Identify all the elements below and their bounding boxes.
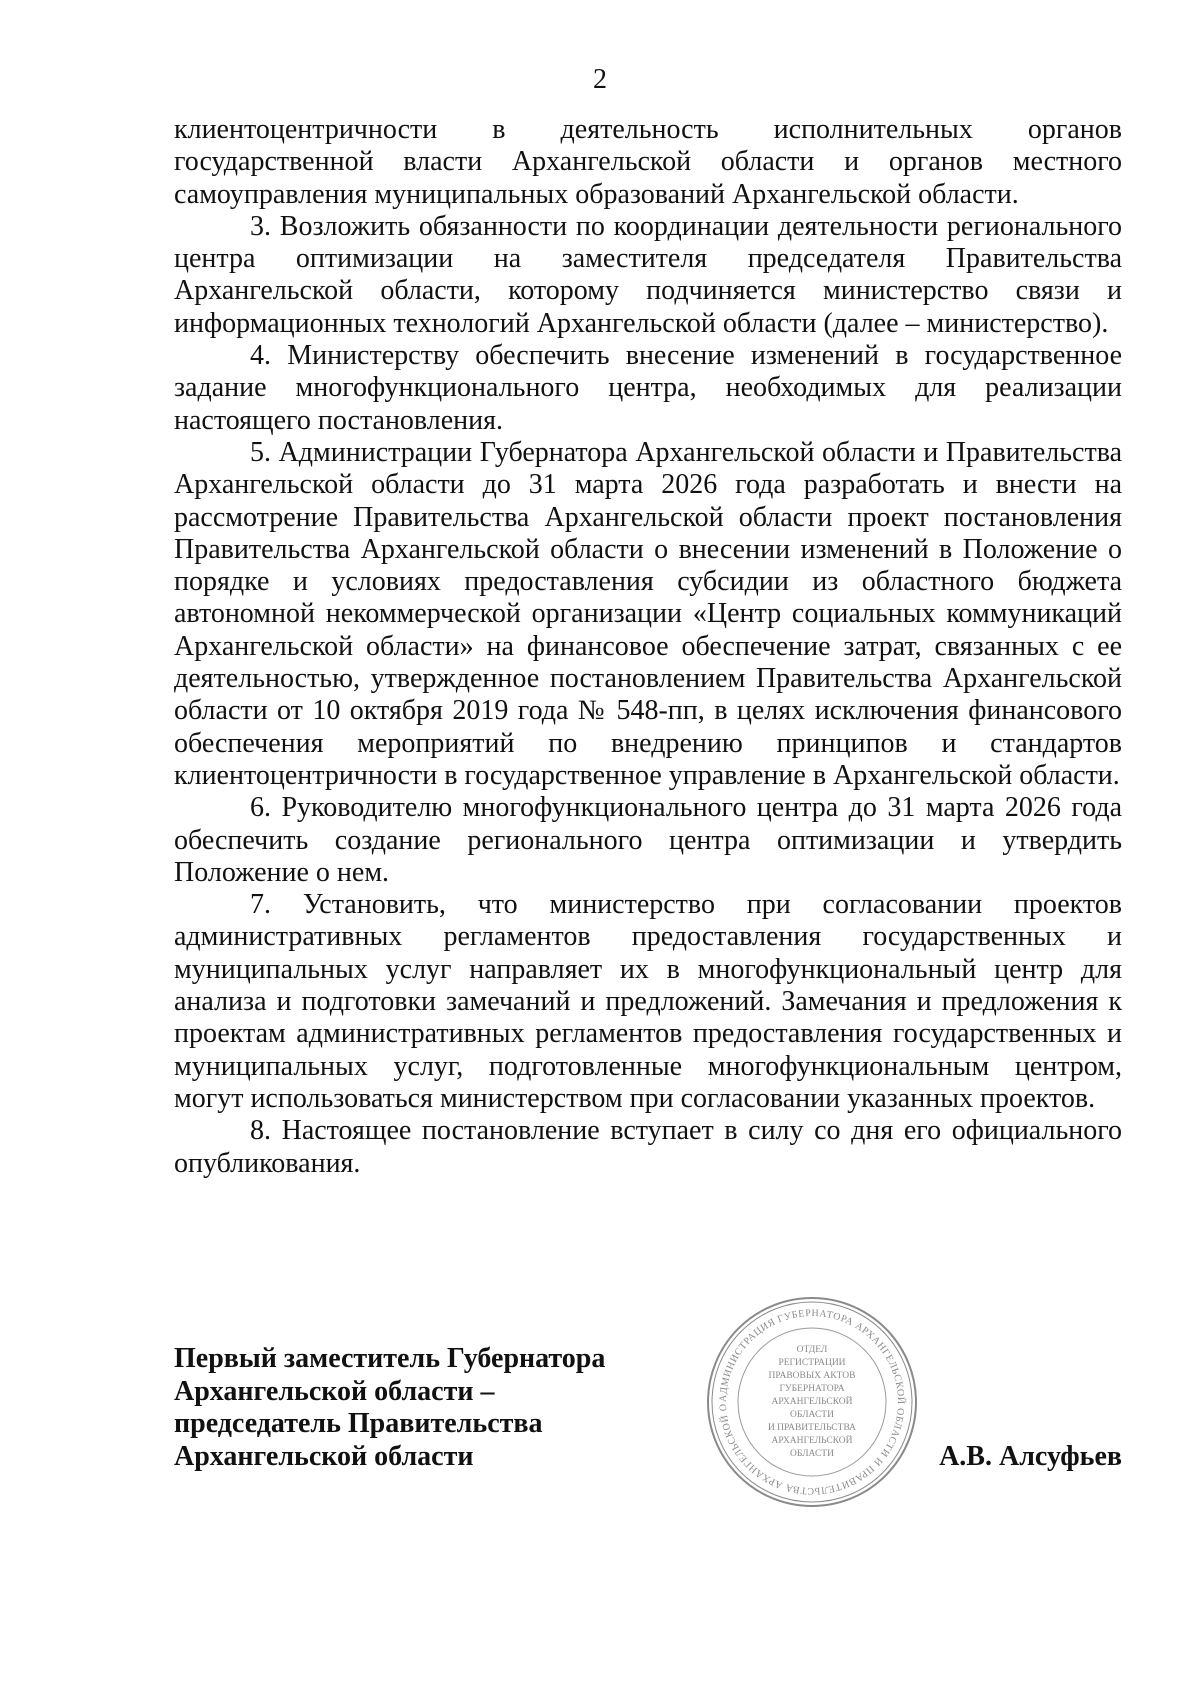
paragraph-3: 3. Возложить обязанности по координации деятельности регионального центра оптимизации на заместителя председателя Правительства Архангельской области, которому подчиняется министерство связи и информационных технологий Архангельской области (далее – министерство). bbox=[174, 210, 1122, 339]
signer-title-line: Первый заместитель Губернатора bbox=[174, 1343, 606, 1374]
paragraph-5: 5. Администрации Губернатора Архангельской области и Правительства Архангельской области до 31 марта 2026 года разработать и внести на рассмотрение Правительства Архангельской области проект постановления Правительства Архангельской области о внесении изменений в Положение о порядке и условиях предоставления субсидии из областного бюджета автономной некоммерческой организации «Центр социальных коммуникаций Архангельской области» на финансовое обеспечение затрат, связанных с ее деятельностью, утвержденное постановлением Правительства Архангельской области от 10 октября 2019 года № 548-пп, в целях исключения финансового обеспечения мероприятий по внедрению принципов и стандартов клиентоцентричности в государственное управление в Архангельской области. bbox=[174, 436, 1122, 791]
seal-line: АРХАНГЕЛЬСКОЙ bbox=[771, 1436, 853, 1446]
seal-line: ГУБЕРНАТОРА bbox=[779, 1384, 845, 1394]
document-body bbox=[174, 114, 1122, 1180]
paragraph-4: 4. Министерству обеспечить внесение изменений в государственное задание многофункционального центра, необходимых для реализации настоящего постановления. bbox=[174, 340, 1122, 436]
seal-ring-text: АДМИНИСТРАЦИЯ ГУБЕРНАТОРА АРХАНГЕЛЬСКОЙ ОБЛАСТИ И ПРАВИТЕЛЬСТВА АРХАНГЕЛЬСКОЙ О bbox=[717, 1307, 907, 1497]
paragraph-8: 8. Настоящее постановление вступает в силу со дня его официального опубликования. bbox=[174, 1115, 1122, 1179]
paragraph-7: 7. Установить, что министерство при согласовании проектов административных регламентов предоставления государственных и муниципальных услуг направляет их в многофункциональный центр для анализа и подготовки замечаний и предложений. Замечания и предложения к проектам административных регламентов предоставления государственных и муниципальных услуг, подготовленные многофункциональным центром, могут использоваться министерством при согласовании указанных проектов. bbox=[174, 889, 1122, 1114]
signer-title-line: Архангельской области bbox=[174, 1440, 474, 1472]
signer-name: А.В. Алсуфьев bbox=[939, 1441, 1122, 1472]
seal-line: ОТДЕЛ bbox=[796, 1345, 828, 1355]
paragraph-continuation: клиентоцентричности в деятельность исполнительных органов государственной власти Архангельской области и органов местного самоуправления муниципальных образований Архангельской области. bbox=[174, 114, 1122, 210]
signer-title-line: Архангельской области – bbox=[174, 1375, 495, 1407]
seal-line: АРХАНГЕЛЬСКОЙ bbox=[771, 1397, 853, 1407]
seal-line: ОБЛАСТИ bbox=[790, 1410, 834, 1420]
seal-line: ПРАВОВЫХ АКТОВ bbox=[768, 1371, 856, 1381]
page-number: 2 bbox=[593, 64, 607, 95]
paragraph-6: 6. Руководителю многофункционального центра до 31 марта 2026 года обеспечить создание регионального центра оптимизации и утвердить Положение о нем. bbox=[174, 792, 1122, 888]
seal-line: И ПРАВИТЕЛЬСТВА bbox=[767, 1423, 857, 1433]
signer-title-line: председатель Правительства bbox=[174, 1408, 543, 1439]
seal-line: РЕГИСТРАЦИИ bbox=[778, 1358, 846, 1368]
official-seal-icon bbox=[705, 1295, 919, 1509]
seal-line: ОБЛАСТИ bbox=[790, 1449, 834, 1459]
signer-title bbox=[174, 1343, 734, 1473]
